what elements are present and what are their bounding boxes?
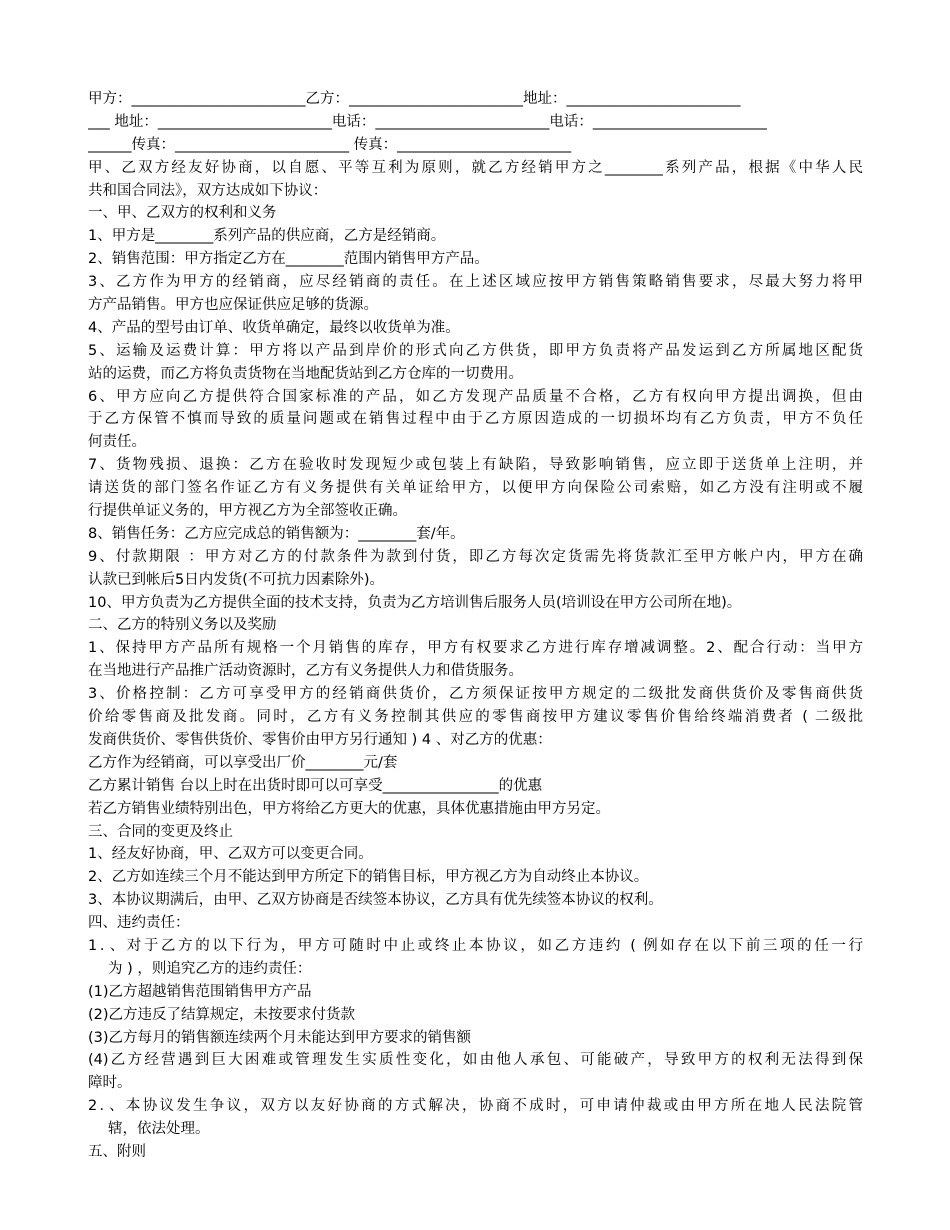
text-line: 一、甲、乙双方的权利和义务 [88, 205, 277, 222]
text-line: 1．、对于乙方的以下行为，甲方可随时中止或终止本协议，如乙方违约 ( 例如存在以下前三项的任一行 [88, 937, 863, 954]
text-line: 1、甲方是________系列产品的供应商，乙方是经销商。 [88, 228, 446, 245]
text-line: 若乙方销售业绩特别出色，甲方将给乙方更大的优惠，具体优惠措施由甲方另定。 [88, 800, 610, 817]
text-line: 二、乙方的特别义务以及奖励 [88, 617, 277, 634]
text-line: 1、经友好协商，甲、乙双方可以变更合同。 [88, 846, 373, 863]
text-line: ______传真：________________________ 传真：________________________ [88, 136, 572, 153]
text-line: 8、销售任务：乙方应完成总的销售额为：________套/年。 [88, 525, 465, 542]
text-line: 辖，依法处理。 [108, 1121, 210, 1138]
text-line: 认款已到帐后5日内发货(不可抗力因素除外)。 [88, 571, 385, 588]
text-line: 四、违约责任： [88, 915, 190, 932]
text-line: (4)乙方经营遇到巨大困难或管理发生实质性变化，如由他人承包、可能破产，导致甲方的权利无法得到保 [88, 1052, 863, 1069]
text-line: (3)乙方每月的销售额连续两个月未能达到甲方要求的销售额 [88, 1029, 472, 1046]
text-line: (2)乙方违反了结算规定，未按要求付货款 [88, 1006, 356, 1023]
text-line: (1)乙方超越销售范围销售甲方产品 [88, 983, 312, 1000]
text-line: 1、保持甲方产品所有规格一个月销售的库存，甲方有权要求乙方进行库存增减调整。2、配合行动：当甲方 [88, 640, 863, 657]
text-line: 于乙方保管不慎而导致的质量问题或在销售过程中由于乙方原因造成的一切损坏均有乙方负责，甲方不负任 [88, 411, 863, 428]
text-line: 3、乙方作为甲方的经销商，应尽经销商的责任。在上述区域应按甲方销售策略销售要求，尽最大努力将甲 [88, 274, 863, 291]
text-line: 乙方累计销售 台以上时在出货时即可以可享受________________的优惠 [88, 777, 543, 794]
text-line: 3、价格控制：乙方可享受甲方的经销商供货价，乙方须保证按甲方规定的二级批发商供货价及零售商供货 [88, 686, 863, 703]
text-line: 五、附则 [88, 1143, 146, 1160]
text-line: 2、乙方如连续三个月不能达到甲方所定下的销售目标，甲方视乙方为自动终止本协议。 [88, 869, 649, 886]
text-line: ___ 地址：________________________电话：________________________电话：________________________ [88, 113, 767, 130]
text-line: 站的运费，而乙方将负责货物在当地配货站到乙方仓库的一切费用。 [88, 365, 523, 382]
text-line: 价给零售商及批发商。同时，乙方有义务控制其供应的零售商按甲方建议零售价售给终端消费者 ( 二级批 [88, 709, 863, 726]
text-line: 为 ) ，则追究乙方的违约责任： [108, 960, 312, 977]
text-line: 发商供货价、零售供货价、零售价由甲方另行通知 ) 4 、对乙方的优惠： [88, 731, 552, 748]
text-line: 障时。 [88, 1075, 132, 1092]
contract-document [88, 88, 863, 1164]
text-line: 乙方作为经销商，可以享受出厂价________元/套 [88, 754, 398, 771]
text-line: 共和国合同法》，双方达成如下协议： [88, 182, 328, 199]
text-line: 9、付款期限 ：甲方对乙方的付款条件为款到付货，即乙方每次定货需先将货款汇至甲方帐户内，甲方在确 [88, 548, 863, 565]
text-line: 三、合同的变更及终止 [88, 823, 233, 840]
text-line: 3、本协议期满后，由甲、乙双方协商是否续签本协议，乙方具有优先续签本协议的权利。 [88, 892, 663, 909]
text-line: 2．、本协议发生争议，双方以友好协商的方式解决，协商不成时，可申请仲裁或由甲方所在地人民法院管 [88, 1098, 863, 1115]
text-line: 何责任。 [88, 434, 146, 451]
text-line: 6、甲方应向乙方提供符合国家标准的产品，如乙方发现产品质量不合格，乙方有权向甲方提出调换，但由 [88, 388, 863, 405]
text-line: 甲、乙双方经友好协商，以自愿、平等互利为原则，就乙方经销甲方之________系列产品，根据《中华人民 [88, 159, 863, 176]
text-line: 5、运输及运费计算：甲方将以产品到岸价的形式向乙方供货，即甲方负责将产品发运到乙方所属地区配货 [88, 342, 863, 359]
text-line: 7、货物残损、退换：乙方在验收时发现短少或包装上有缺陷，导致影响销售，应立即于送货单上注明，并 [88, 457, 863, 474]
text-line: 甲方：________________________乙方：________________________地址：________________________ [88, 91, 741, 107]
text-line: 2、销售范围：甲方指定乙方在________范围内销售甲方产品。 [88, 251, 489, 268]
text-line: 在当地进行产品推广活动资源时，乙方有义务提供人力和借货服务。 [88, 663, 523, 680]
text-line: 方产品销售。甲方也应保证供应足够的货源。 [88, 297, 378, 314]
text-line: 请送货的部门签名作证乙方有义务提供有关单证给甲方，以便甲方向保险公司索赔，如乙方没有注明或不履 [88, 480, 863, 497]
text-line: 4、产品的型号由订单、收货单确定，最终以收货单为准。 [88, 319, 460, 336]
text-line: 10、甲方负责为乙方提供全面的技术支持，负责为乙方培训售后服务人员(培训设在甲方公司所在地)。 [88, 594, 742, 611]
text-line: 行提供单证义务的，甲方视乙方为全部签收正确。 [88, 503, 407, 520]
